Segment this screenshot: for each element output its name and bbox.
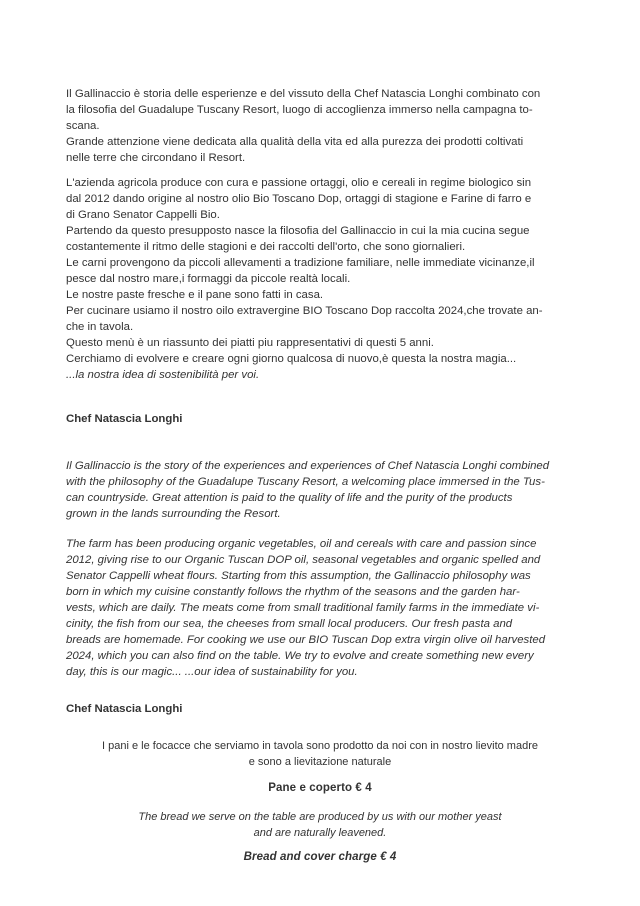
bread-note-italian	[66, 738, 574, 770]
text-line: grown in the lands surrounding the Resort.	[66, 508, 281, 520]
text-line: 2024, which you can also find on the table. We try to evolve and create something new every	[66, 650, 534, 662]
intro-italian-paragraph-1	[66, 86, 574, 166]
text-line: with the philosophy of the Guadalupe Tuscany Resort, a welcoming place immersed in the Tus-	[66, 476, 545, 488]
intro-english-paragraph-1	[66, 458, 574, 522]
text-line: di Grano Senator Cappelli Bio.	[66, 209, 220, 221]
intro-italian-paragraph-2-lines	[66, 175, 574, 367]
text-line: dal 2012 dando origine al nostro olio Bio Toscano Dop, ortaggi di stagione e Farine di farro e	[66, 193, 532, 205]
bread-price-english: Bread and cover charge € 4	[243, 851, 397, 863]
text-line: Per cucinare usiamo il nostro oilo extravergine BIO Toscano Dop raccolta 2024,che trovate an-	[66, 305, 543, 317]
text-line: I pani e le focacce che serviamo in tavola sono prodotto da noi con in nostro lievito madre	[102, 740, 538, 752]
text-line: The bread we serve on the table are produced by us with our mother yeast	[138, 811, 502, 823]
text-line: 2012, giving rise to our Organic Tuscan DOP oil, seasonal vegetables and organic spelled and	[66, 554, 541, 566]
chef-signature-1: Chef Natascia Longhi	[66, 413, 183, 425]
bread-note-english	[66, 809, 574, 841]
bread-price-italian: Pane e coperto € 4	[268, 782, 372, 794]
text-line: Le nostre paste fresche e il pane sono fatti in casa.	[66, 289, 324, 301]
text-line: Questo menù è un riassunto dei piatti piu rappresentativi di questi 5 anni.	[66, 337, 434, 349]
intro-italian-paragraph-2	[66, 175, 574, 383]
text-line: Cerchiamo di evolvere e creare ogni giorno qualcosa di nuovo,è questa la nostra magia...	[66, 353, 517, 365]
text-line: e sono a lievitazione naturale	[248, 756, 392, 768]
text-line: Senator Cappelli wheat flours. Starting from this assumption, the Gallinaccio philosophy was	[66, 570, 531, 582]
text-line: cinity, the fish from our sea, the cheeses from small local producers. Our fresh pasta and	[66, 618, 513, 630]
text-line: can countryside. Great attention is paid to the quality of life and the purity of the products	[66, 492, 513, 504]
text-line: scana.	[66, 120, 100, 132]
text-line: vests, which are daily. The meats come from small traditional family farms in the immediate vi-	[66, 602, 540, 614]
text-line: breads are homemade. For cooking we use our BIO Tuscan Dop extra virgin olive oil harvested	[66, 634, 546, 646]
chef-signature-2: Chef Natascia Longhi	[66, 703, 183, 715]
text-line: Il Gallinaccio is the story of the experiences and experiences of Chef Natascia Longhi combined	[66, 460, 550, 472]
text-line: The farm has been producing organic vegetables, oil and cereals with care and passion since	[66, 538, 537, 550]
intro-english-paragraph-2	[66, 536, 574, 680]
text-line: che in tavola.	[66, 321, 134, 333]
text-line: pesce dal nostro mare,i formaggi da piccole realtà locali.	[66, 273, 351, 285]
text-line: L'azienda agricola produce con cura e passione ortaggi, olio e cereali in regime biologico sin	[66, 177, 532, 189]
text-line: Partendo da questo presupposto nasce la filosofia del Gallinaccio in cui la mia cucina segue	[66, 225, 530, 237]
text-line: and are naturally leavened.	[253, 827, 387, 839]
text-line: Grande attenzione viene dedicata alla qualità della vita ed alla purezza dei prodotti coltivati	[66, 136, 524, 148]
text-line: nelle terre che circondano il Resort.	[66, 152, 246, 164]
text-line: day, this is our magic... ...our idea of sustainability for you.	[66, 666, 358, 678]
text-line: costantemente il ritmo delle stagioni e dei raccolti dell'orto, che sono giornalieri.	[66, 241, 466, 253]
text-line: la filosofia del Guadalupe Tuscany Resort, luogo di accoglienza immerso nella campagna to-	[66, 104, 533, 116]
text-line: Il Gallinaccio è storia delle esperienze e del vissuto della Chef Natascia Longhi combinato con	[66, 88, 541, 100]
text-line: born in which my cuisine constantly follows the rhythm of the seasons and the garden har-	[66, 586, 520, 598]
text-line: Le carni provengono da piccoli allevamenti a tradizione familiare, nelle immediate vicinanze,il	[66, 257, 535, 269]
intro-italian-closing-line: ...la nostra idea di sostenibilità per voi.	[66, 369, 260, 381]
